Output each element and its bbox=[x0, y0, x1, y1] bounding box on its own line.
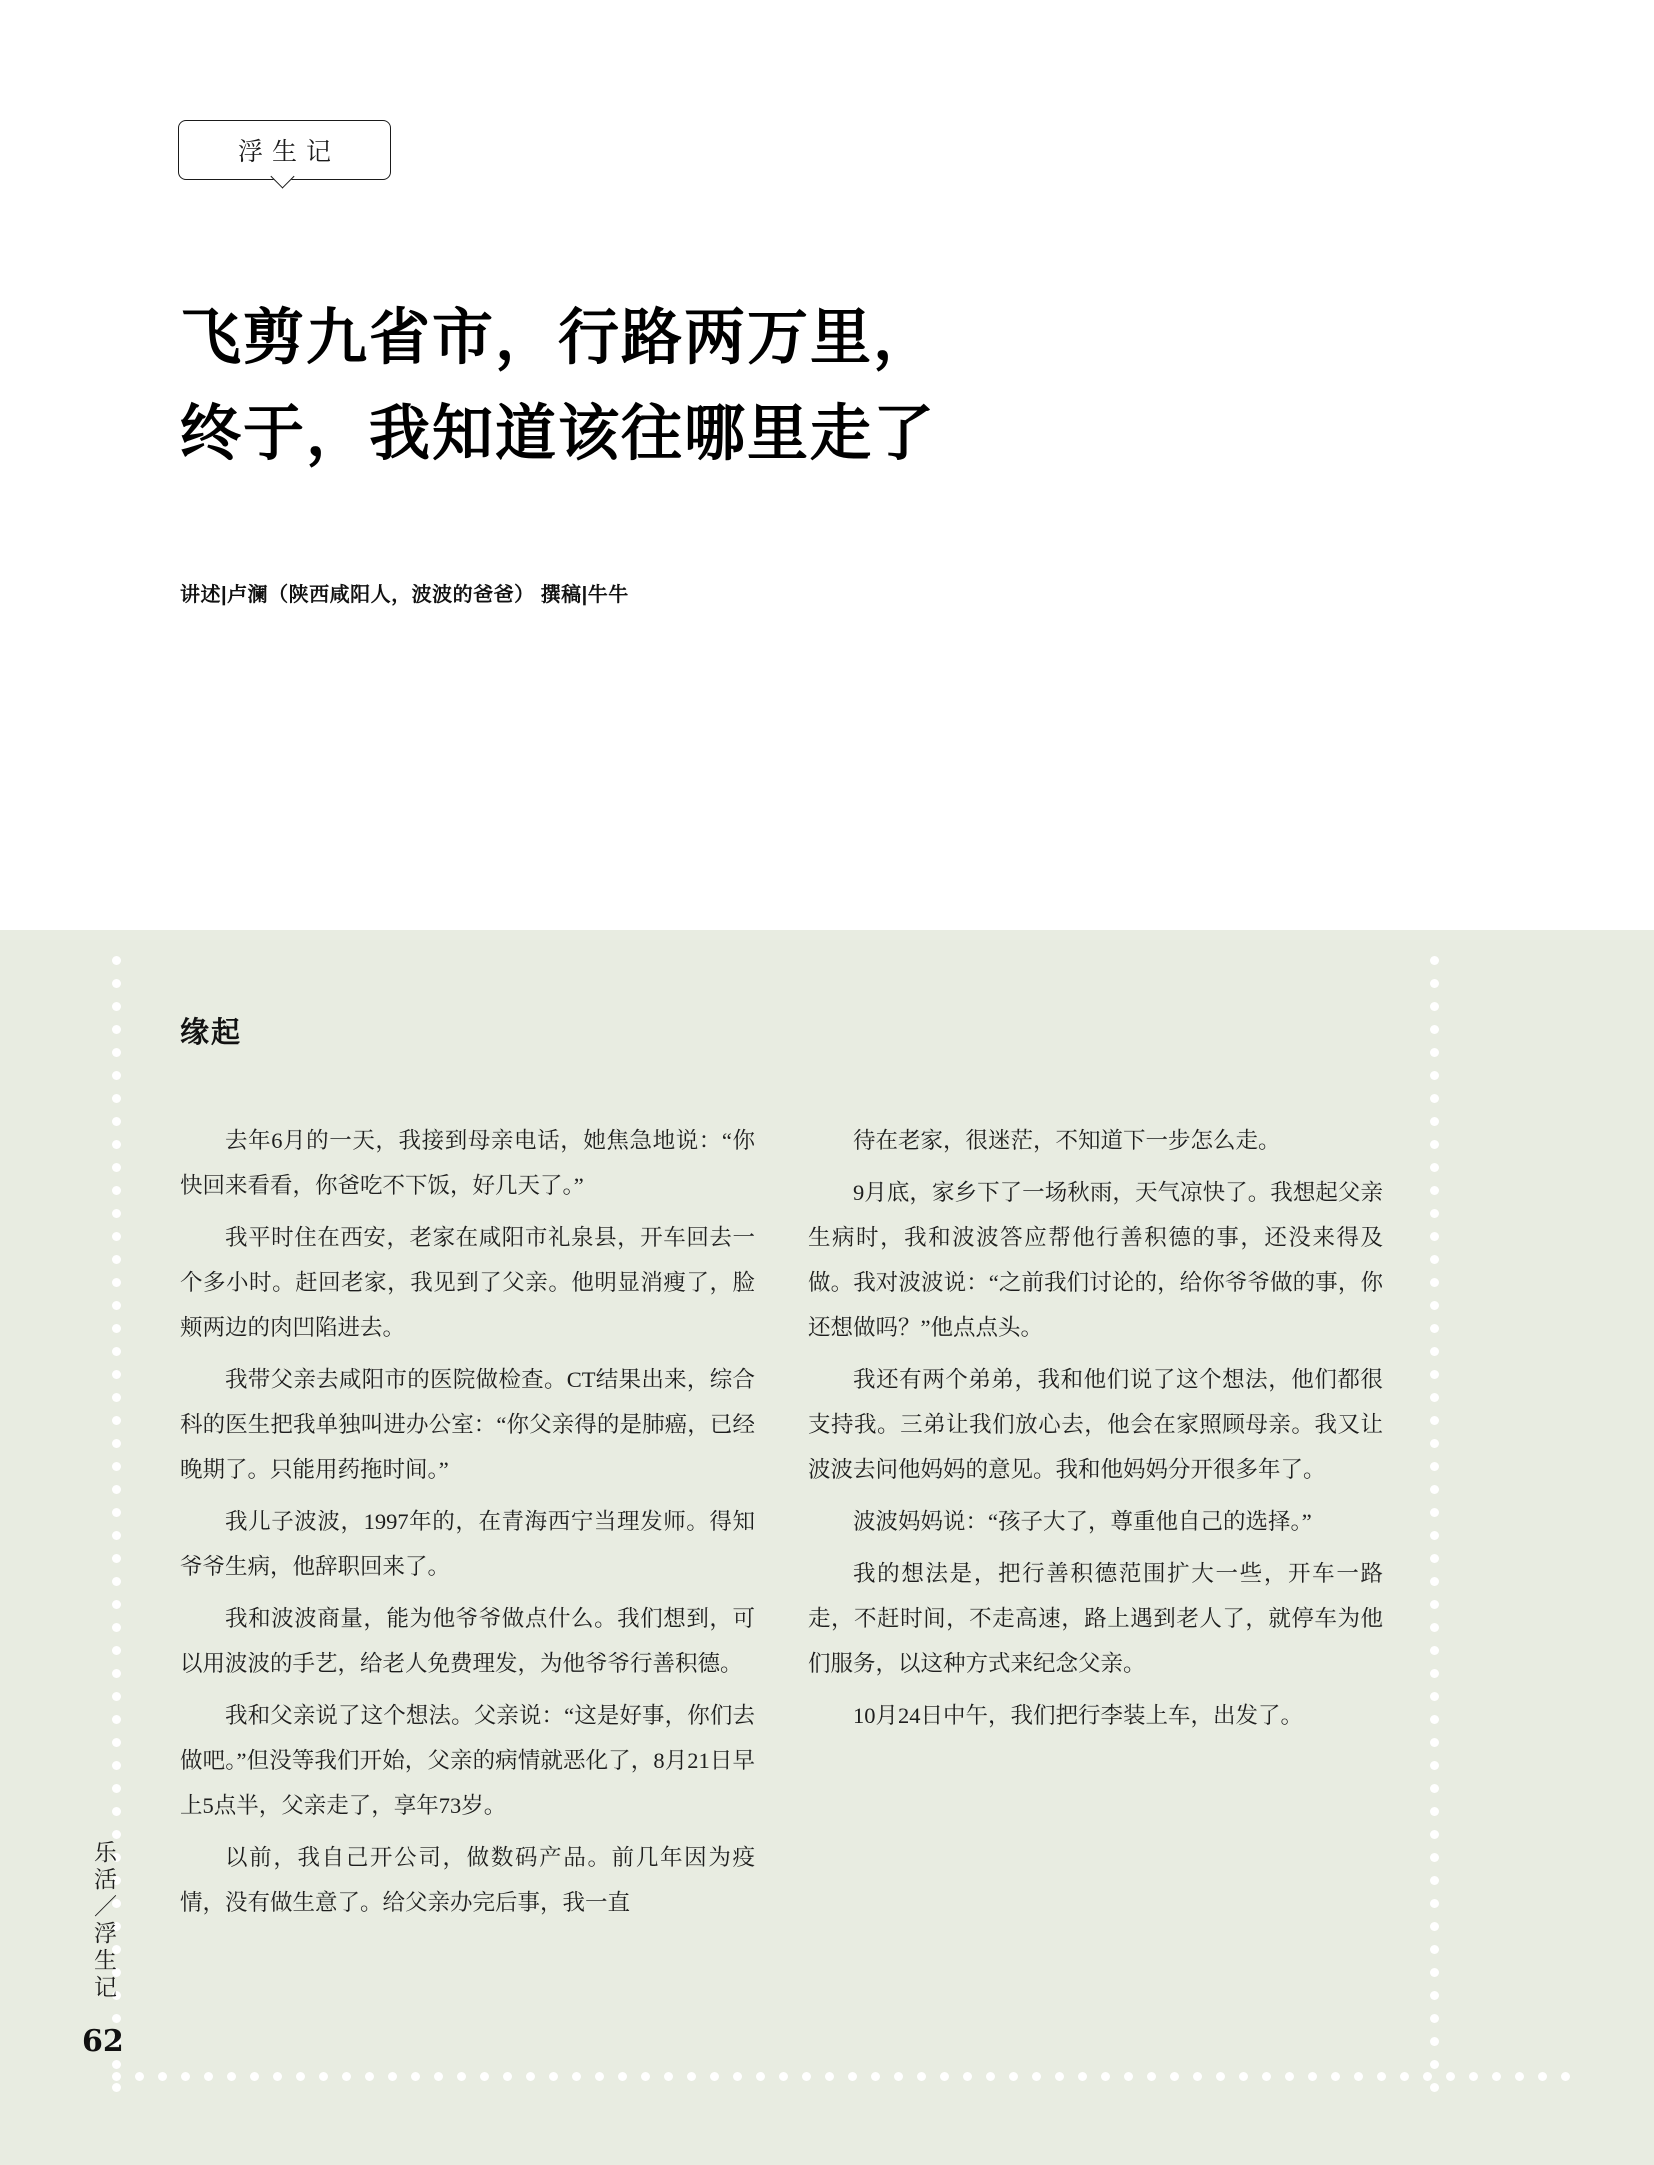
perforation-dot bbox=[1430, 1623, 1439, 1632]
perforation-dot bbox=[1430, 1025, 1439, 1034]
perforation-dot bbox=[342, 2072, 351, 2081]
perforation-dot bbox=[1430, 1094, 1439, 1103]
perforation-dot bbox=[1239, 2072, 1248, 2081]
perforation-dot bbox=[1430, 1738, 1439, 1747]
perforation-dot bbox=[112, 1807, 121, 1816]
perforation-dot bbox=[1055, 2072, 1064, 2081]
perforation-dot bbox=[112, 1623, 121, 1632]
perforation-dot bbox=[1078, 2072, 1087, 2081]
perforation-dot bbox=[710, 2072, 719, 2081]
perforation-dot bbox=[1430, 1761, 1439, 1770]
perforation-dot bbox=[1430, 1002, 1439, 1011]
perforation-dot bbox=[572, 2072, 581, 2081]
perforation-dot bbox=[1430, 1393, 1439, 1402]
perforation-dot bbox=[1400, 2072, 1409, 2081]
byline: 讲述|卢澜（陕西咸阳人，波波的爸爸） 撰稿|牛牛 bbox=[180, 584, 629, 606]
perforation-dot bbox=[1430, 1577, 1439, 1586]
perforation-dot bbox=[1430, 1186, 1439, 1195]
perforation-dot bbox=[595, 2072, 604, 2081]
perforation-dot bbox=[1124, 2072, 1133, 2081]
perforation-dot bbox=[1430, 1508, 1439, 1517]
perforation-dot bbox=[112, 1048, 121, 1057]
perforation-dot bbox=[434, 2072, 443, 2081]
perforation-dot bbox=[1430, 1324, 1439, 1333]
perforation-dot bbox=[112, 979, 121, 988]
category-tag-label: 浮生记 bbox=[237, 139, 340, 166]
perforation-bottom bbox=[0, 2072, 1654, 2082]
perforation-dot bbox=[112, 1370, 121, 1379]
perforation-dot bbox=[526, 2072, 535, 2081]
perforation-dot bbox=[1430, 1416, 1439, 1425]
section-heading: 缘起 bbox=[180, 1015, 243, 1049]
perforation-dot bbox=[1430, 1462, 1439, 1471]
paragraph: 我和父亲说了这个想法。父亲说：“这是好事，你们去做吧。”但没等我们开始，父亲的病情就恶化了，8月21日早上5点半，父亲走了，享年73岁。 bbox=[180, 1703, 755, 1818]
perforation-dot bbox=[112, 1485, 121, 1494]
perforation-dot bbox=[388, 2072, 397, 2081]
running-footer: 乐活／浮生记 bbox=[91, 1840, 116, 2002]
body-column-left bbox=[180, 1118, 755, 1932]
perforation-dot bbox=[1430, 1715, 1439, 1724]
perforation-dot bbox=[917, 2072, 926, 2081]
perforation-dot bbox=[112, 956, 121, 965]
perforation-dot bbox=[1430, 1278, 1439, 1287]
perforation-dot bbox=[480, 2072, 489, 2081]
perforation-dot bbox=[112, 1163, 121, 1172]
perforation-dot bbox=[1262, 2072, 1271, 2081]
paragraph: 待在老家，很迷茫，不知道下一步怎么走。 bbox=[853, 1128, 1281, 1153]
perforation-dot bbox=[1430, 1830, 1439, 1839]
paragraph: 去年6月的一天，我接到母亲电话，她焦急地说：“你快回来看看，你爸吃不下饭，好几天了。” bbox=[180, 1128, 755, 1198]
perforation-dot bbox=[112, 1416, 121, 1425]
perforation-dot bbox=[1538, 2072, 1547, 2081]
perforation-dot bbox=[1430, 956, 1439, 965]
perforation-dot bbox=[1430, 1853, 1439, 1862]
perforation-dot bbox=[365, 2072, 374, 2081]
paragraph: 波波妈妈说：“孩子大了，尊重他自己的选择。” bbox=[853, 1509, 1312, 1534]
perforation-dot bbox=[1216, 2072, 1225, 2081]
perforation-dot bbox=[112, 1692, 121, 1701]
paragraph: 我儿子波波，1997年的，在青海西宁当理发师。得知爷爷生病，他辞职回来了。 bbox=[180, 1509, 755, 1579]
perforation-dot bbox=[1430, 1922, 1439, 1931]
perforation-dot bbox=[1430, 1140, 1439, 1149]
perforation-dot bbox=[848, 2072, 857, 2081]
perforation-dot bbox=[112, 1209, 121, 1218]
perforation-dot bbox=[1430, 1646, 1439, 1655]
perforation-dot bbox=[112, 1830, 121, 1839]
perforation-dot bbox=[1285, 2072, 1294, 2081]
perforation-dot bbox=[1430, 1048, 1439, 1057]
perforation-dot bbox=[112, 2014, 121, 2023]
perforation-dot bbox=[273, 2072, 282, 2081]
perforation-dot bbox=[112, 1554, 121, 1563]
perforation-dot bbox=[1430, 1807, 1439, 1816]
perforation-dot bbox=[1009, 2072, 1018, 2081]
perforation-dot bbox=[1430, 1255, 1439, 1264]
perforation-dot bbox=[112, 1784, 121, 1793]
perforation-dot bbox=[112, 1278, 121, 1287]
perforation-dot bbox=[296, 2072, 305, 2081]
perforation-dot bbox=[112, 2083, 121, 2092]
perforation-dot bbox=[1430, 1301, 1439, 1310]
perforation-dot bbox=[1430, 1370, 1439, 1379]
perforation-dot bbox=[250, 2072, 259, 2081]
perforation-dot bbox=[1430, 1876, 1439, 1885]
perforation-dot bbox=[779, 2072, 788, 2081]
perforation-dot bbox=[112, 1393, 121, 1402]
perforation-dot bbox=[1423, 2072, 1432, 2081]
paragraph: 我还有两个弟弟，我和他们说了这个想法，他们都很支持我。三弟让我们放心去，他会在家照顾母亲。我又让波波去问他妈妈的意见。我和他妈妈分开很多年了。 bbox=[808, 1367, 1383, 1482]
perforation-dot bbox=[1430, 1531, 1439, 1540]
paragraph: 我的想法是，把行善积德范围扩大一些，开车一路走，不赶时间，不走高速，路上遇到老人了，就停车为他们服务，以这种方式来纪念父亲。 bbox=[808, 1561, 1383, 1676]
perforation-dot bbox=[940, 2072, 949, 2081]
perforation-dot bbox=[112, 1531, 121, 1540]
perforation-dot bbox=[181, 2072, 190, 2081]
perforation-dot bbox=[112, 2072, 121, 2081]
perforation-dot bbox=[112, 1025, 121, 1034]
perforation-dot bbox=[963, 2072, 972, 2081]
perforation-dot bbox=[112, 1094, 121, 1103]
paragraph: 10月24日中午，我们把行李装上车，出发了。 bbox=[853, 1703, 1304, 1728]
perforation-dot bbox=[1430, 1439, 1439, 1448]
perforation-dot bbox=[112, 1669, 121, 1678]
paragraph: 9月底，家乡下了一场秋雨，天气凉快了。我想起父亲生病时，我和波波答应帮他行善积德的事，还没来得及做。我对波波说：“之前我们讨论的，给你爷爷做的事，你还想做吗？”他点点头。 bbox=[808, 1180, 1383, 1340]
perforation-dot bbox=[112, 2060, 121, 2069]
perforation-dot bbox=[503, 2072, 512, 2081]
perforation-dot bbox=[1492, 2072, 1501, 2081]
perforation-dot bbox=[1469, 2072, 1478, 2081]
perforation-dot bbox=[1561, 2072, 1570, 2081]
perforation-dot bbox=[687, 2072, 696, 2081]
perforation-dot bbox=[1430, 2037, 1439, 2046]
page-header-area bbox=[0, 0, 1654, 930]
perforation-dot bbox=[894, 2072, 903, 2081]
perforation-dot bbox=[135, 2072, 144, 2081]
headline-line-2: 终于，我知道该往哪里走了 bbox=[180, 398, 937, 469]
perforation-dot bbox=[1032, 2072, 1041, 2081]
perforation-dot bbox=[112, 1508, 121, 1517]
perforation-dot bbox=[664, 2072, 673, 2081]
perforation-dot bbox=[112, 1255, 121, 1264]
perforation-dot bbox=[618, 2072, 627, 2081]
perforation-dot bbox=[1331, 2072, 1340, 2081]
perforation-dot bbox=[1430, 1163, 1439, 1172]
perforation-dot bbox=[1446, 2072, 1455, 2081]
paragraph: 以前，我自己开公司，做数码产品。前几年因为疫情，没有做生意了。给父亲办完后事，我一直 bbox=[180, 1845, 755, 1915]
perforation-dot bbox=[112, 1071, 121, 1080]
perforation-dot bbox=[1354, 2072, 1363, 2081]
perforation-dot bbox=[641, 2072, 650, 2081]
perforation-dot bbox=[319, 2072, 328, 2081]
perforation-dot bbox=[825, 2072, 834, 2081]
category-tag bbox=[178, 120, 393, 182]
category-tag-pointer-icon bbox=[274, 179, 296, 201]
perforation-dot bbox=[227, 2072, 236, 2081]
perforation-dot bbox=[112, 1301, 121, 1310]
perforation-dot bbox=[1430, 1347, 1439, 1356]
perforation-right bbox=[1430, 930, 1440, 2165]
body-column-right bbox=[808, 1118, 1383, 1745]
perforation-dot bbox=[1430, 1485, 1439, 1494]
perforation-dot bbox=[1147, 2072, 1156, 2081]
perforation-dot bbox=[158, 2072, 167, 2081]
perforation-dot bbox=[802, 2072, 811, 2081]
perforation-dot bbox=[112, 1117, 121, 1126]
perforation-dot bbox=[549, 2072, 558, 2081]
perforation-dot bbox=[1430, 1209, 1439, 1218]
paragraph: 我和波波商量，能为他爷爷做点什么。我们想到，可以用波波的手艺，给老人免费理发，为他爷爷行善积德。 bbox=[180, 1606, 755, 1676]
page-number: 62 bbox=[82, 2024, 124, 2059]
perforation-dot bbox=[1430, 1600, 1439, 1609]
perforation-dot bbox=[112, 1002, 121, 1011]
perforation-dot bbox=[1430, 2083, 1439, 2092]
perforation-dot bbox=[1430, 1945, 1439, 1954]
perforation-dot bbox=[1430, 1554, 1439, 1563]
perforation-dot bbox=[1430, 2014, 1439, 2023]
perforation-dot bbox=[112, 1140, 121, 1149]
perforation-dot bbox=[112, 1600, 121, 1609]
perforation-dot bbox=[1430, 1784, 1439, 1793]
paragraph: 我平时住在西安，老家在咸阳市礼泉县，开车回去一个多小时。赶回老家，我见到了父亲。他明显消瘦了，脸颊两边的肉凹陷进去。 bbox=[180, 1225, 755, 1340]
perforation-dot bbox=[112, 1646, 121, 1655]
perforation-dot bbox=[1430, 1117, 1439, 1126]
perforation-dot bbox=[112, 1738, 121, 1747]
perforation-dot bbox=[1430, 1669, 1439, 1678]
perforation-dot bbox=[733, 2072, 742, 2081]
perforation-dot bbox=[112, 1439, 121, 1448]
perforation-dot bbox=[1377, 2072, 1386, 2081]
perforation-dot bbox=[112, 1324, 121, 1333]
perforation-dot bbox=[112, 1715, 121, 1724]
perforation-dot bbox=[411, 2072, 420, 2081]
page-title bbox=[180, 290, 1380, 482]
perforation-dot bbox=[1193, 2072, 1202, 2081]
perforation-dot bbox=[112, 1761, 121, 1770]
perforation-dot bbox=[112, 1577, 121, 1586]
perforation-dot bbox=[1101, 2072, 1110, 2081]
perforation-dot bbox=[1430, 1968, 1439, 1977]
perforation-dot bbox=[204, 2072, 213, 2081]
perforation-dot bbox=[1430, 1232, 1439, 1241]
perforation-dot bbox=[871, 2072, 880, 2081]
perforation-dot bbox=[986, 2072, 995, 2081]
perforation-dot bbox=[1430, 979, 1439, 988]
perforation-dot bbox=[112, 1347, 121, 1356]
headline-line-1: 飞剪九省市，行路两万里， bbox=[180, 302, 937, 373]
paragraph: 我带父亲去咸阳市的医院做检查。CT结果出来，综合科的医生把我单独叫进办公室：“你父亲得的是肺癌，已经晚期了。只能用药拖时间。” bbox=[180, 1367, 755, 1482]
perforation-dot bbox=[112, 1232, 121, 1241]
perforation-dot bbox=[1430, 1692, 1439, 1701]
perforation-dot bbox=[1430, 1991, 1439, 2000]
perforation-dot bbox=[112, 1462, 121, 1471]
perforation-dot bbox=[112, 1186, 121, 1195]
perforation-dot bbox=[457, 2072, 466, 2081]
perforation-dot bbox=[1430, 1899, 1439, 1908]
perforation-dot bbox=[1430, 1071, 1439, 1080]
perforation-dot bbox=[1170, 2072, 1179, 2081]
perforation-dot bbox=[756, 2072, 765, 2081]
perforation-dot bbox=[1308, 2072, 1317, 2081]
perforation-dot bbox=[1430, 2060, 1439, 2069]
perforation-dot bbox=[1515, 2072, 1524, 2081]
